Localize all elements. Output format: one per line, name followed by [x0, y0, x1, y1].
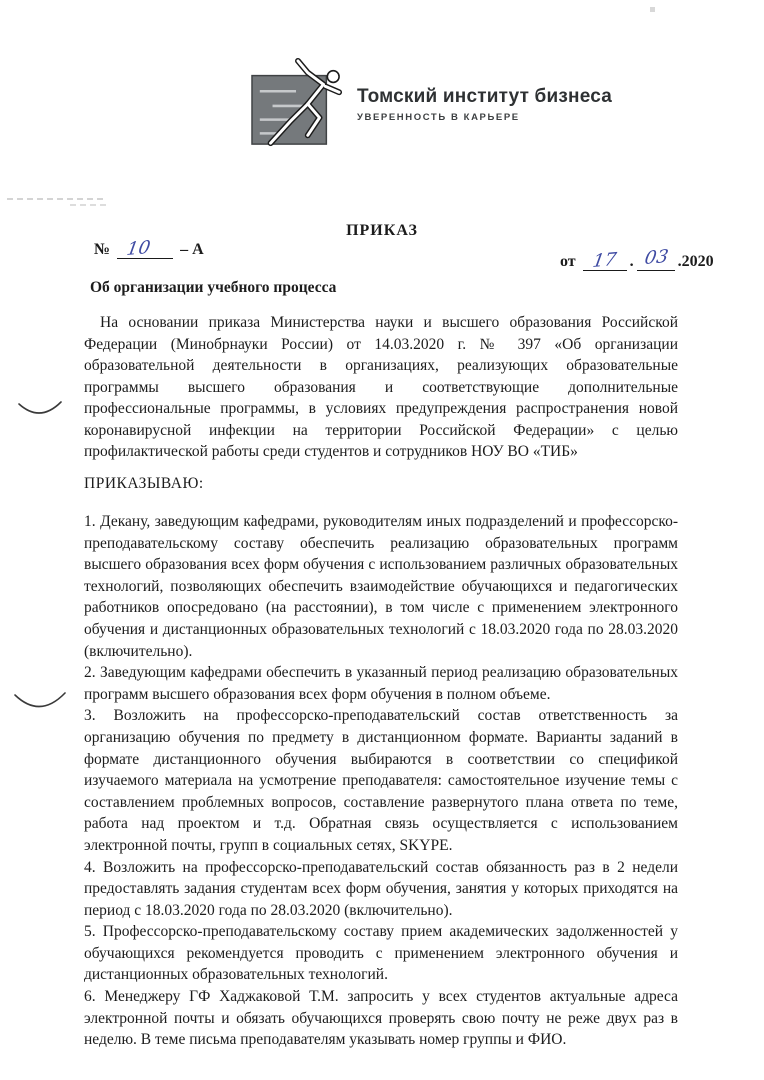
logo	[243, 57, 612, 149]
intro-paragraph: На основании приказа Министерства науки и высшего образования Российской Федерации (Минобрнауки России) от 14.03.2020 г. № 397 «Об организации образовательной деятельности в организациях, реализующих образовательные программы высшего образования и соответствующие дополнительные профессиональные программы, в условиях предупреждения распространения новой коронавирусной инфекции на территории Российской Федерации» с целью профилактической работы среди студентов и сотрудников НОУ ВО «ТИБ»	[84, 314, 678, 460]
order-item: 6. Менеджеру ГФ Хаджаковой Т.М. запросить у всех студентов актуальные адреса электронной почты и обязать обучающихся проверять свою почту не реже двух раз в неделю. В теме письма преподавателям указывать номер группы и ФИО.	[84, 988, 678, 1049]
order-date-day-slot	[583, 250, 627, 271]
order-item: 3. Возложить на профессорско-преподавательский состав ответственность за организацию обучения по предмету в дистанционном формате. Варианты заданий в формате дистанционного обучения выбираются в соответствии со спецификой изучаемого материала на усмотрение преподавателя: самостоятельное изучение темы с составлением проблемных вопросов, составление развернутого плана ответа по теме, работа над проектом и т.д. Обратная связь осуществляется с использованием электронной почты, групп в социальных сетях, SKYPE.	[84, 707, 678, 854]
order-date-month-slot	[637, 246, 675, 271]
date-dot: .	[629, 253, 634, 270]
order-number-slot	[117, 238, 173, 259]
margin-check-mark	[16, 399, 64, 423]
org-name: Томский институт бизнеса	[357, 86, 612, 107]
org-tagline: УВЕРЕННОСТЬ В КАРЬЕРЕ	[357, 112, 520, 123]
order-item: 1. Декану, заведующим кафедрами, руководителям иных подразделений и профессорско-преподавательскому составу обеспечить реализацию образовательных программ высшего образования всех форм обучения с использованием различных образовательных технологий, позволяющих обеспечить взаимодействие обучающихся и педагогических работников опосредовано (на расстоянии), в том числе с применением электронного обучения и дистанционных образовательных технологий с 18.03.2020 года по 28.03.2020 (включительно).	[84, 513, 678, 660]
date-day-handwritten: 17	[590, 249, 618, 272]
order-date-label: от	[560, 253, 576, 270]
order-title: ПРИКАЗ	[346, 222, 418, 239]
date-month-handwritten: 03	[642, 246, 670, 269]
date-year: .2020	[677, 253, 714, 270]
order-subject: Об организации учебного процесса	[90, 279, 337, 296]
order-number-handwritten: 10	[125, 237, 152, 260]
order-number-line	[94, 238, 204, 259]
order-date-line	[560, 246, 714, 272]
margin-check-mark	[12, 689, 68, 717]
scan-artifact-dot	[650, 7, 655, 12]
order-item: 4. Возложить на профессорско-преподавательский состав обязанность раз в 2 недели предоставлять задания студентам всех форм обучения, занятия у которых приходятся на период с 18.03.2020 года по 28.03.2020 (включительно).	[84, 858, 678, 919]
order-number-suffix: – А	[180, 241, 204, 258]
logo-text	[357, 86, 612, 123]
resolve-label: ПРИКАЗЫВАЮ:	[84, 475, 204, 492]
scan-noise-dash	[7, 198, 103, 200]
scan-noise-dash	[70, 204, 106, 206]
order-number-label: №	[94, 241, 111, 258]
leaping-figure-icon	[243, 57, 351, 149]
order-item: 2. Заведующим кафедрами обеспечить в указанный период реализацию образовательных программ высшего образования всех форм обучения в полном объеме.	[84, 664, 678, 703]
order-item: 5. Профессорско-преподавательскому составу прием академических задолженностей у обучающихся рекомендуется проводить с применением электронного обучения и дистанционных образовательных технологий.	[84, 923, 678, 984]
order-items	[84, 511, 678, 1051]
